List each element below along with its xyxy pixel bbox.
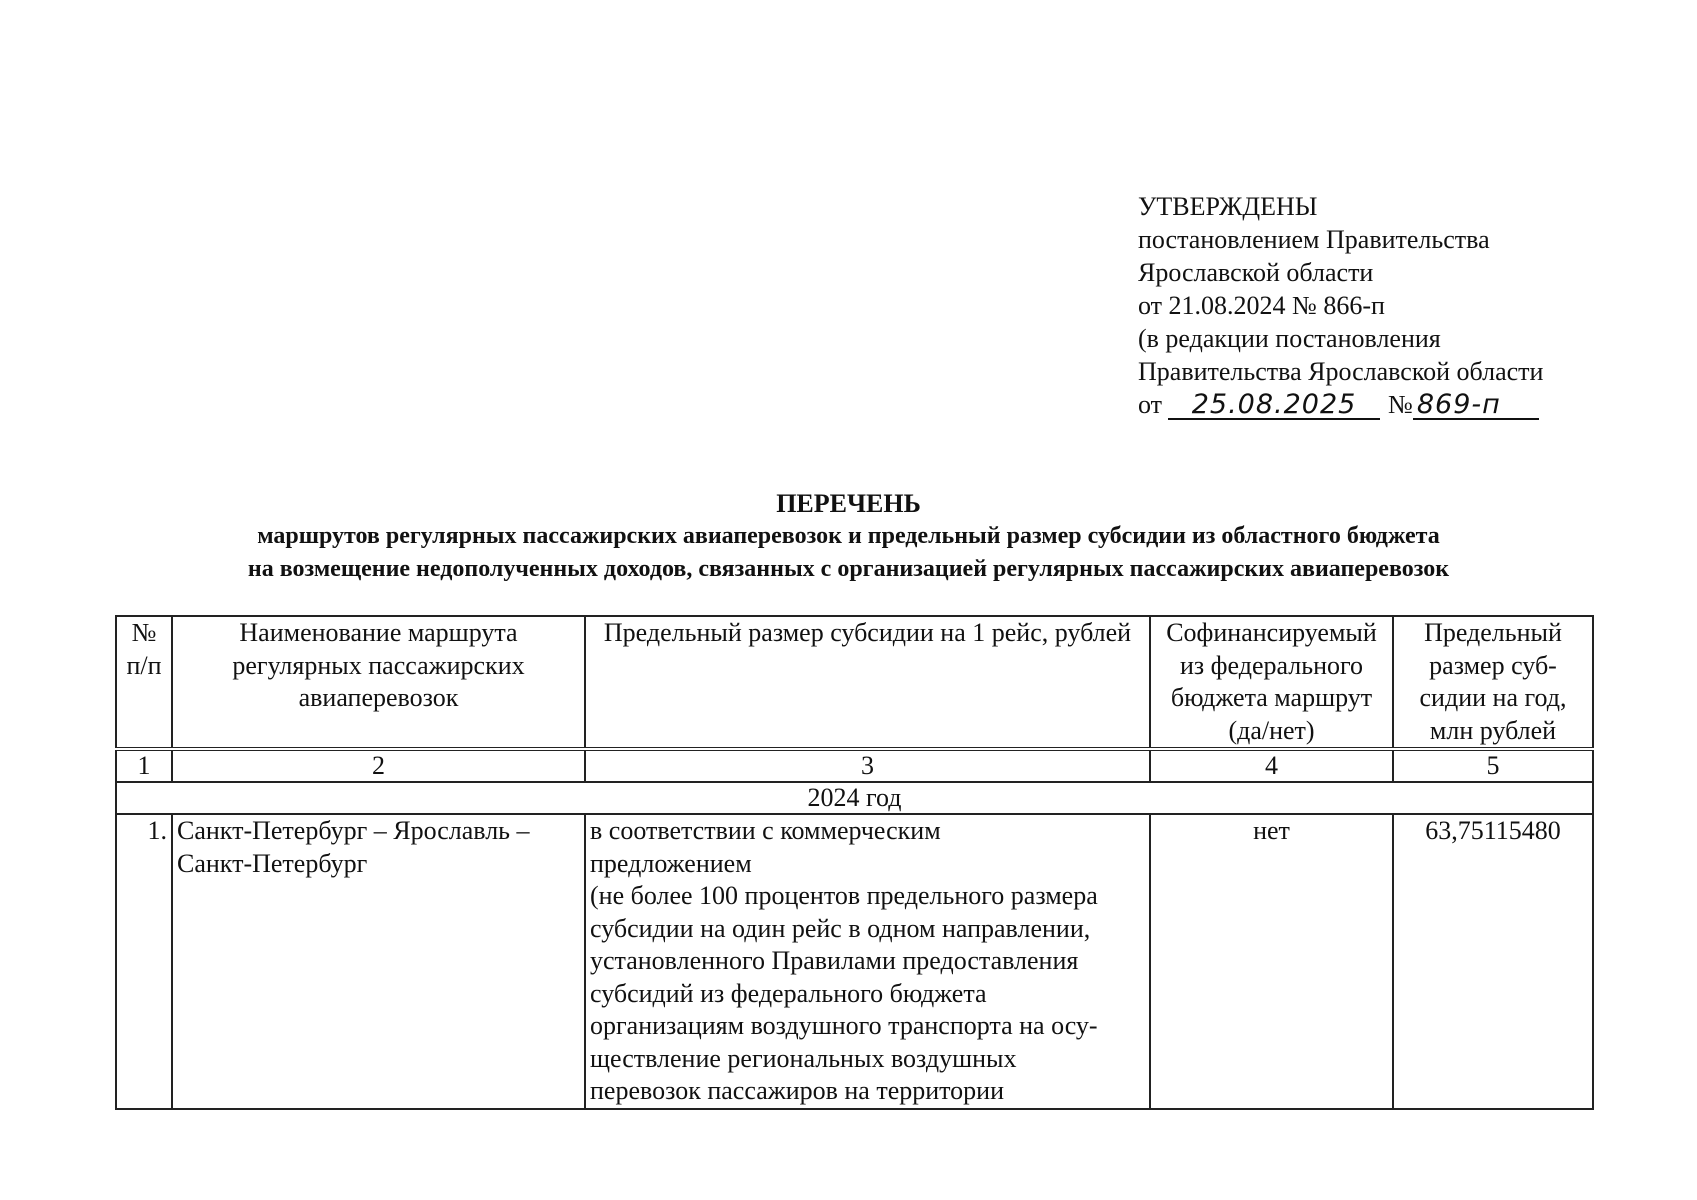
approval-line-4: (в редакции постановления [1138, 324, 1441, 353]
approval-amendment-line [1138, 388, 1543, 421]
subsidy-text-line: перевозок пассажиров на территории [590, 1076, 1005, 1105]
handwritten-number: 869-п [1413, 392, 1539, 420]
routes-table [115, 615, 1594, 1110]
subsidy-text-line: (не более 100 процентов предельного размера [590, 881, 1098, 910]
handwritten-date: 25.08.2025 [1168, 392, 1380, 420]
column-number-cell: 5 [1393, 749, 1593, 782]
table-header-row [116, 616, 1593, 749]
document-heading [0, 488, 1697, 586]
column-number-cell: 1 [116, 749, 172, 782]
section-row [116, 782, 1593, 814]
header-cell-cofinanced: Софинансируемый из федерального бюджета маршрут (да/нет) [1150, 616, 1393, 749]
header-cell-route: Наименование маршрута регулярных пассажирских авиаперевозок [172, 616, 585, 749]
column-number-cell: 3 [585, 749, 1150, 782]
row-number-cell: 1. [116, 814, 172, 1109]
subsidy-per-flight-cell [585, 814, 1150, 1109]
header-cell-subsidy-per-flight: Предельный размер субсидии на 1 рейс, рублей [585, 616, 1150, 749]
approval-line-2: Ярославской области [1138, 258, 1374, 287]
route-name-cell [172, 814, 585, 1109]
header-cell-number: № п/п [116, 616, 172, 749]
approval-line-1: постановлением Правительства [1138, 225, 1490, 254]
approval-line-5: Правительства Ярославской области [1138, 357, 1544, 386]
section-year-cell: 2024 год [116, 782, 1593, 814]
column-number-cell: 2 [172, 749, 585, 782]
heading-subtitle-2: на возмещение недополученных доходов, связанных с организацией регулярных пассажирских авиаперевозок [247, 556, 1450, 582]
annual-limit-cell: 63,75115480 [1393, 814, 1593, 1109]
column-number-cell: 4 [1150, 749, 1393, 782]
subsidy-text-line: ществление региональных воздушных [590, 1043, 1017, 1073]
header-cell-annual-limit: Предельный размер суб-сидии на год, млн рублей [1393, 616, 1593, 749]
subsidy-text-line: установленного Правилами предоставления [590, 946, 1079, 975]
heading-title: ПЕРЕЧЕНЬ [776, 489, 921, 518]
approval-title: УТВЕРЖДЕНЫ [1138, 192, 1318, 221]
heading-subtitle-1: маршрутов регулярных пассажирских авиаперевозок и предельный размер субсидии из областного бюджета [257, 523, 1440, 549]
subsidy-text-line: субсидии на один рейс в одном направлении, [590, 913, 1091, 943]
approval-line-3: от 21.08.2024 № 866-п [1138, 291, 1385, 320]
subsidy-text-line: в соответствии с коммерческим [590, 816, 941, 845]
approval-block [1138, 190, 1543, 421]
subsidy-text-line: организациям воздушного транспорта на осу- [590, 1011, 1098, 1040]
subsidy-text-line: предложением [590, 848, 752, 878]
column-number-row [116, 749, 1593, 782]
approval-from-prefix: от [1138, 390, 1163, 419]
table-row [116, 814, 1593, 1109]
route-name-line: Санкт-Петербург [177, 848, 368, 878]
cofinanced-cell: нет [1150, 814, 1393, 1109]
subsidy-text-line: субсидий из федерального бюджета [590, 978, 987, 1008]
route-name-line: Санкт-Петербург – Ярославль – [177, 816, 530, 845]
number-sign: № [1388, 390, 1413, 419]
